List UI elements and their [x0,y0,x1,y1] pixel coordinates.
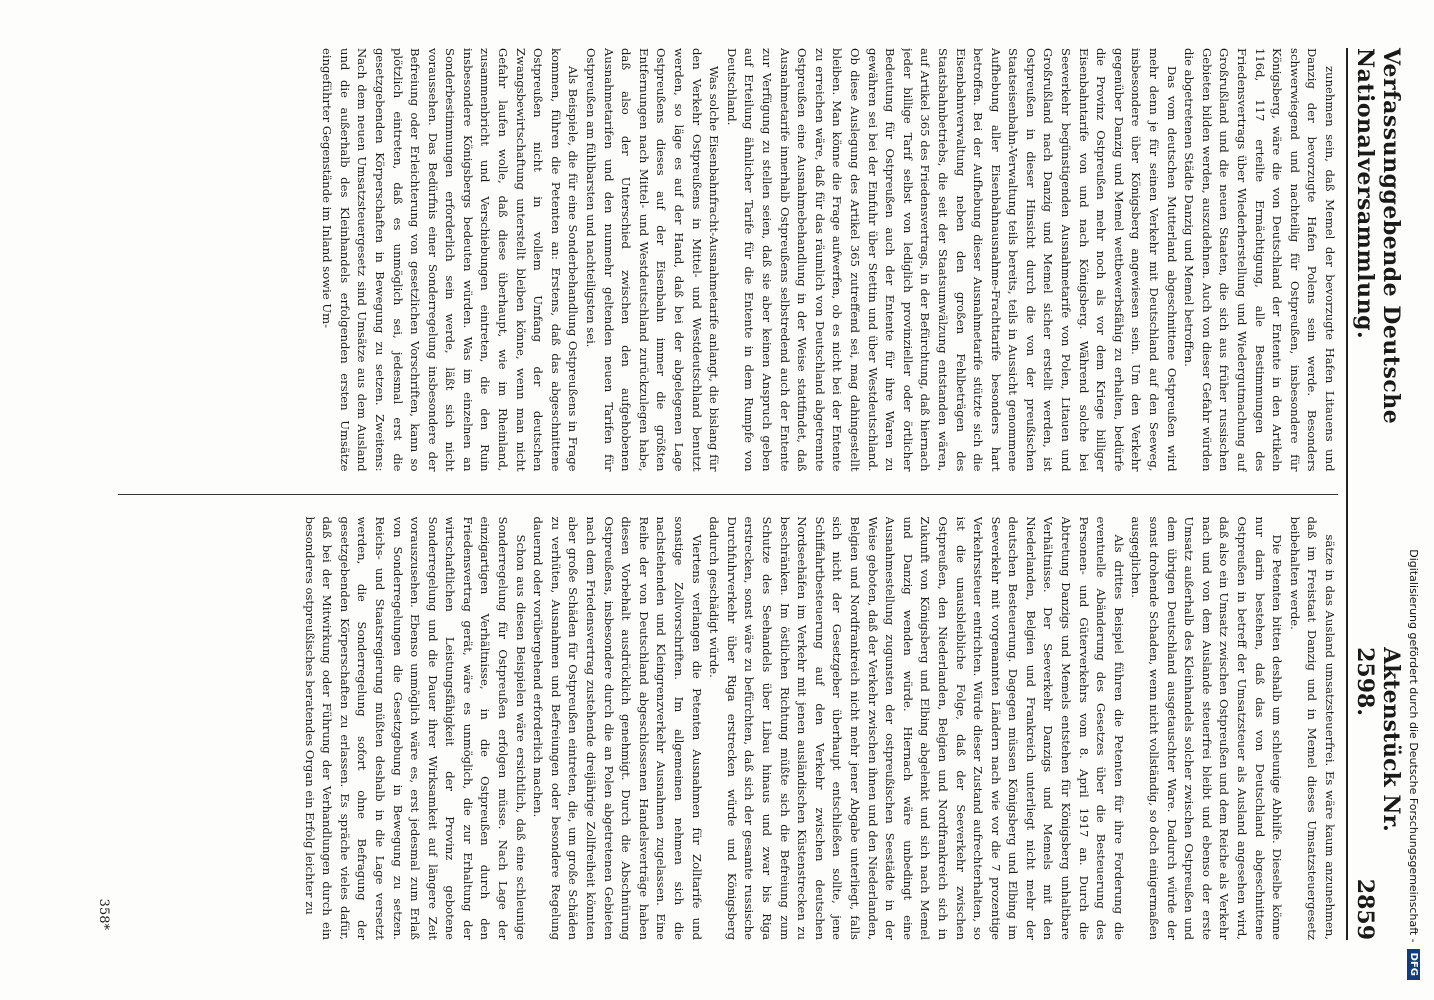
page-header [1346,48,1404,940]
paragraph: Die Petenten bitten deshalb um schleunige Abhilfe. Dieselbe könne nur darin bestehen, daß das von Deutschland abgeschnittene Ostpreußen in betreff der Umsatzsteuer als Ausland angesehen wird, daß also ein Umsatz zwischen Ostpreußen und dem Reiche als Verkehr nach und von dem Auslande steuerfrei bleibt und ebenso der erste Umsatz außerhalb des Kleinhandels solcher zwischen Ostpreußen und dem übrigen Deutschland ausgetauschter Ware. Dadurch würde der sonst drohende Schaden, wenn nicht vollständig, so doch einigermaßen ausgeglichen. [1129,516,1285,940]
paragraph: Das vom deutschen Mutterland abgeschnittene Ostpreußen wird mehr denn je für seinen Verkehr mit Deutschland auf den Seeweg, insbesondere über Königsberg angewiesen sein. Um den Verkehr gegenüber Danzig und Memel wettbewerbsfähig zu erhalten, bedürfe die Provinz Ostpreußen mehr noch als vor dem Kriege billiger Eisenbahntarife von und nach Königsberg. Während solche bei Seeverkehr begünstigenden Ausnahmetarife von Polen, Litauen und Großrußland nach Danzig und Memel sicher erstellt werden, ist Ostpreußen in dieser Hinsicht durch die von der preußischen Staatseisenbahn-Verwaltung teils bereits, teils in Aussicht genommene Aufhebung aller Eisenbahnausnahme-Frachttarife besonders hart betroffen. Bei der Aufhebung dieser Ausnahmetarife stützte sich die Eisenbahnverwaltung neben den großen Fehlbeträgen des Staatsbahnbetriebs, die seit der Staatsumwälzung entstanden wären, auf Artikel 365 des Friedensvertrags, in der Befürchtung, daß hiernach jeder billige Tarif selbst von lediglich provinzieller oder örtlicher Bedeutung für Ostpreußen auch der Entente für ihre Waren zu gewähren sei bei der Einfuhr über Stettin und über Westdeutschland. Ob diese Auslegung des Artikel 365 zutreffend sei, mag dahingestellt bleiben. Man könne die Frage aufwerfen, ob es nicht bei der Entente zu erreichen wäre, daß für das räumlich von Deutschland abgetrennte Ostpreußen eine Ausnahmebehandlung in der Weise stattfindet, daß Ausnahmetarife innerhalb Ostpreußens selbstredend auch der Entente zur Verfügung zu stellen seien, daß sie aber keinen Anspruch geben auf Erteilung ähnlicher Tarife für die Entente in dem Rumpfe von Deutschland. [724,48,1179,472]
paragraph: sätze in das Ausland umsatzsteuerfrei. Es wäre kaum anzunehmen, daß im Freistaat Danzig und in Memel dieses Umsatzsteuergesetz beibehalten werde. [1287,516,1337,940]
paragraph: Was solche Eisenbahnfracht-Ausnahmetarife anlangt, die bislang für den Verkehr Ostpreußens in Mittel- und Westdeutschland benutzt werden, so läge es auf der Hand, daß bei der abgelegenen Lage Ostpreußens dieses auf der Eisenbahn immer die größten Entfernungen nach Mittel- und Westdeutschland zurückzulegen habe, daß also der Unterschied zwischen den aufgehobenen Ausnahmetarifen und den nunmehr geltenden neuen Tarifen für Ostpreußen am fühlbarsten und nachteiligsten sei. [584,48,722,472]
paragraph: Als drittes Beispiel führen die Petenten für ihre Forderung die eventuelle Abänderung des Gesetzes über die Besteuerung des Personen- und Güterverkehrs vom 8. April 1917 an. Durch die Abtretung Danzigs und Memels entstehen für Königsberg unhaltbare Verhältnisse. Der Seeverkehr Danzigs und Memels mit den Niederlanden, Belgien und Frankreich unterliegt nicht mehr der deutschen Besteuerung. Dagegen müssen Königsberg und Elbing im Seeverkehr mit vorgenannten Ländern nach wie vor die 7 prozentige Verkehrssteuer entrichten. Würde dieser Zustand aufrechterhalten, so ist die unausbleibliche Folge, daß der Seeverkehr zwischen Ostpreußen, den Niederlanden, Belgien und Nordfrankreich sich in Zukunft von Königsberg und Elbing abgelenkt und sich nach Memel und Danzig wenden würde. Hiernach wäre unbedingt eine Ausnahmestellung zugunsten der ostpreußischen Seestädte in der Weise geboten, daß der Verkehr zwischen ihnen und den Niederlanden, Belgien und Nordfrankreich nicht mehr jener Abgabe unterliegt, falls sich nicht der Gesetzgeber überhaupt entschließen sollte, jene Schiffahrtbesteuerung auf den Verkehr zwischen deutschen Nordseehäfen im Verkehr mit jenen ausländischen Küstenstrecken zu beschränken. Im östlichen Richtung müßte sich die Befreiung zum Schutze des Seehandels über Libau hinaus und zwar bis Riga erstrecken, sonst wäre zu befürchten, daß sich der gesamte russische Durchfuhrverkehr über Riga erstrecken würde und Königsberg dadurch geschädigt würde. [707,516,1126,940]
right-column [118,517,1338,941]
page-number: 2859 [1352,878,1378,940]
text-columns [118,48,1338,940]
digitization-credit [1400,0,1428,1000]
document-number: Aktenstück Nr. 2598. [1352,647,1404,832]
credit-text: Digitalisierung gefördert durch die Deutsche Forschungsgemeinschaft - [1407,549,1421,943]
signature-number: 358* [96,898,111,930]
paragraph: zunehmen sein, daß Memel der bevorzugte Hafen Litauens und Danzig der bevorzugte Hafen Polens sein werde. Besonders schwerwiegend und nachteilig für Ostpreußen, insbesondere für Königsberg, wäre die von Deutschland der Entente in den Artikeln 116d, 117 erteilte Ermächtigung, alle Bestimmungen des Friedensvertrags über Wiederherstellung und Wiedergutmachung auf Großrußland und die neuen Staaten, die sich aus früher russischen Gebieten bilden werden, auszudehnen. Auch von dieser Gefahr würden die abgetretenen Städte Danzig und Memel betroffen. [1182,48,1337,472]
paragraph: Als Beispiele, die für eine Sonderbehandlung Ostpreußens in Frage kommen, führen die Petenten an: Erstens, daß das abgeschnittene Ostpreußen nicht in vollem Umfang der deutschen Zwangsbewirtschaftung unterstellt bleiben könne, wenn man nicht Gefahr laufen wolle, daß diese überhaupt, wie im Rheinland, zusammenbricht und Verschiebungen eintreten, die den Ruin insbesondere Königsbergs bedeuten würden. Was im einzelnen an Sonderbestimmungen erforderlich sein werde, läßt sich nicht voraussehen. Das Bedürfnis einer Sonderregelung insbesondere der Befreiung oder Erleichterung von gesetzlichen Vorschriften, kann so plötzlich eintreten, daß es unmöglich sei, jedesmal erst die gesetzgebenden Körperschaften in Bewegung zu setzen. Zweitens: Nach dem neuen Umsatzsteuergesetz sind Umsätze aus dem Ausland und die außerhalb des Kleinhandels erfolgenden ersten Umsätze eingeführter Gegenstände im Inland sowie Um- [320,48,581,472]
assembly-title: Verfassunggebende Deutsche Nationalversammlung. [1352,48,1404,425]
column-divider [118,494,1338,495]
paragraph: Schon aus diesen Beispielen wäre ersichtlich, daß eine schleunige Sonderregelung für Ostpreußen erfolgen müsse. Nach Lage der einzigartigen Verhältnisse, in die Ostpreußen durch den Friedensvertrag gerät, wäre es unmöglich, die zur Erhaltung der wirtschaftlichen Leistungsfähigkeit der Provinz gebotene Sonderregelung und die Dauer ihrer Wirksamkeit auf längere Zeit vorauszusehen. Ebenso unmöglich wäre es, erst jedesmal zum Erlaß von Sonderregelungen die Gesetzgebung in Bewegung zu setzen. Reichs- und Staatsregierung müßten deshalb in die Lage versetzt werden, die Sonderregelung sofort ohne Befragung der gesetzgebenden Körperschaften zu erlassen. Es spräche vieles dafür, daß bei der Mitwirkung oder Führung der Verhandlungen durch ein besonderes ostpreußisches beratendes Organ ein Erfolg leichter zu [302,516,528,940]
paragraph: Viertens verlangen die Petenten Ausnahmen für Zolltarife und sonstige Zollvorschriften. Im allgemeinen nehmen sich die nachstehenden und Kleingrenzverkehr Ausnahmen zugelassen. Eine Reihe der von Deutschland abgeschlossenen Handelsverträge haben diesen Vorbehalt ausdrücklich genehmigt. Durch die Abschnürung Ostpreußens, insbesondere durch die an Polen abgetretenen Gebieten nach dem Friedensvertrag zustehende dreijährige Zollfreiheit könnten aber große Schäden für Ostpreußen eintreten, die, um große Schäden zu verhüten, Ausnahmen und Befreiungen oder besondere Regelung dauernd oder vorübergehend erforderlich machen. [531,516,704,940]
dfg-logo: DFG [1408,949,1421,980]
left-column [118,48,1338,472]
